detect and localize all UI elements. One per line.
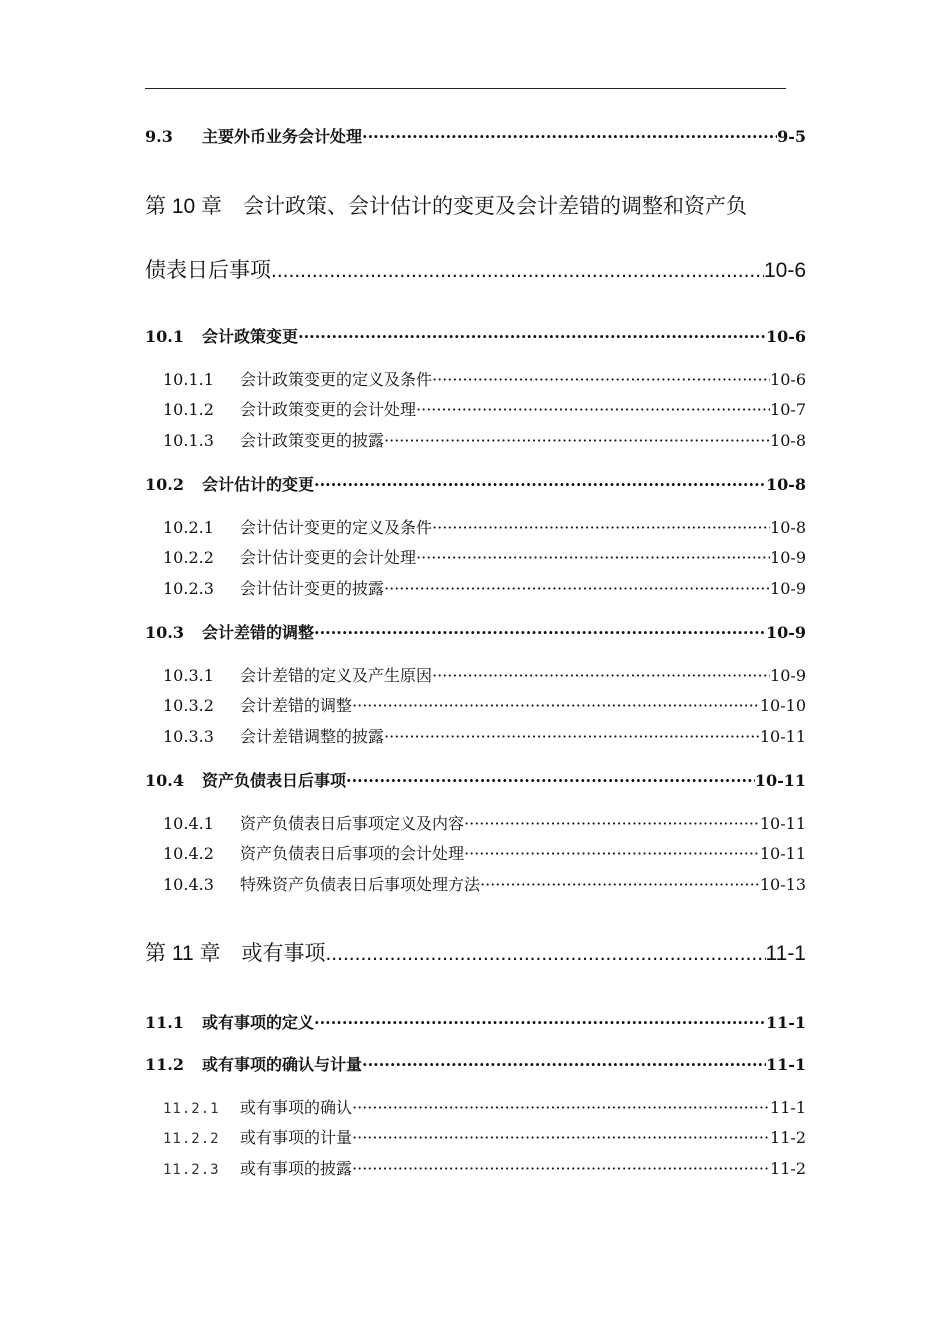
- toc-page: 10-8: [770, 518, 806, 537]
- toc-leader: [384, 579, 770, 598]
- toc-title: 或有事项的定义: [202, 1013, 315, 1032]
- toc-entry-10-3-2[interactable]: [163, 693, 806, 716]
- toc-number: 11.2: [145, 1055, 184, 1074]
- toc-page: 10-9: [770, 548, 806, 567]
- toc-leader: [432, 666, 770, 685]
- toc-title: 主要外币业务会计处理: [202, 127, 363, 146]
- toc-number: 10.3: [145, 623, 184, 642]
- toc-title: 或有事项的确认: [240, 1098, 353, 1117]
- toc-title: 或有事项的计量: [240, 1128, 353, 1147]
- toc-leader: [480, 875, 760, 894]
- toc-entry-10-3-3[interactable]: [163, 724, 806, 747]
- toc-title: 会计政策变更: [202, 327, 299, 346]
- toc-page: 10-7: [770, 400, 806, 419]
- toc-page: 10-9: [770, 666, 806, 685]
- toc-leader: [384, 727, 760, 746]
- toc-page: 11-2: [770, 1128, 806, 1147]
- toc-number: 11.2.3: [163, 1162, 220, 1178]
- toc-title: 会计估计的变更: [202, 475, 315, 494]
- toc-page: 10-6: [770, 370, 806, 389]
- toc-title: 资产负债表日后事项定义及内容: [240, 814, 465, 833]
- toc-leader: [432, 370, 770, 389]
- toc-number: 11.2.2: [163, 1131, 220, 1147]
- toc-entry-11-2-3[interactable]: [163, 1156, 806, 1179]
- toc-title: 会计估计变更的定义及条件: [240, 518, 433, 537]
- toc-entry-chapter-10[interactable]: [145, 254, 806, 284]
- toc-leader: [314, 623, 766, 642]
- toc-leader: [346, 771, 755, 790]
- toc-leader: [271, 259, 764, 283]
- toc-title: 或有事项的确认与计量: [202, 1055, 363, 1074]
- toc-page: 10-11: [754, 771, 806, 790]
- toc-entry-11-1[interactable]: [145, 1010, 806, 1033]
- toc-number: 10.2.1: [163, 518, 214, 537]
- toc-entry-10-3[interactable]: [145, 620, 806, 643]
- toc-title: 会计差错的调整: [240, 696, 353, 715]
- toc-title: 会计差错调整的披露: [240, 727, 385, 746]
- toc-number: 10.2.2: [163, 548, 214, 567]
- toc-page: 10-8: [770, 431, 806, 450]
- toc-page: 10-9: [770, 579, 806, 598]
- toc-title: 债表日后事项: [145, 259, 271, 282]
- toc-leader: [432, 518, 770, 537]
- toc-page: 10-11: [759, 844, 806, 863]
- toc-number: 10.3.3: [163, 727, 214, 746]
- toc-entry-10-2-3[interactable]: [163, 576, 806, 599]
- toc-number: 10.1.3: [163, 431, 214, 450]
- toc-number: 10.4.2: [163, 844, 214, 863]
- toc-leader: [325, 942, 765, 966]
- toc-page: 10-6: [763, 259, 806, 282]
- toc-title: 资产负债表日后事项的会计处理: [240, 844, 465, 863]
- toc-leader: [464, 814, 760, 833]
- toc-page: 11-1: [765, 1013, 806, 1032]
- toc-entry-10-4-3[interactable]: [163, 872, 806, 895]
- toc-number: 10.3.2: [163, 696, 214, 715]
- toc-page: 9-5: [777, 127, 806, 146]
- toc-page: 11-1: [765, 942, 806, 965]
- toc-number: 10.2.3: [163, 579, 214, 598]
- toc-entry-10-2-1[interactable]: [163, 515, 806, 538]
- toc-entry-10-4-1[interactable]: [163, 811, 806, 834]
- toc-number: 10.4: [145, 771, 184, 790]
- toc-number: 10.2: [145, 475, 184, 494]
- toc-leader: [384, 431, 770, 450]
- toc-number: 10.3.1: [163, 666, 214, 685]
- toc-title: 会计政策变更的披露: [240, 431, 385, 450]
- header-rule: [145, 88, 786, 89]
- toc-chapter-10-title[interactable]: 第 10 章 会计政策、会计估计的变更及会计差错的调整和资产负: [145, 195, 748, 218]
- toc-page: 10-13: [759, 875, 806, 894]
- toc-title: 会计政策变更的会计处理: [240, 400, 417, 419]
- toc-entry-11-2-1[interactable]: [163, 1095, 806, 1118]
- toc-title: 资产负债表日后事项: [202, 771, 347, 790]
- toc-number: 10.1: [145, 327, 184, 346]
- toc-page: 11-2: [770, 1159, 806, 1178]
- toc-page: 11-1: [765, 1055, 806, 1074]
- toc-leader: [416, 548, 770, 567]
- toc-title: 会计估计变更的会计处理: [240, 548, 417, 567]
- toc-entry-10-3-1[interactable]: [163, 663, 806, 686]
- toc-leader: [352, 1128, 770, 1147]
- toc-title: 或有事项的披露: [240, 1159, 353, 1178]
- toc-page: 10-9: [765, 623, 806, 642]
- toc-number: 10.1.1: [163, 370, 214, 389]
- toc-entry-11-2[interactable]: [145, 1052, 806, 1075]
- toc-title: 特殊资产负债表日后事项处理方法: [240, 875, 481, 894]
- toc-entry-10-1-3[interactable]: [163, 428, 806, 451]
- toc-leader: [352, 696, 760, 715]
- toc-entry-10-1[interactable]: [145, 324, 806, 347]
- toc-entry-10-2-2[interactable]: [163, 545, 806, 568]
- toc-leader: [416, 400, 770, 419]
- toc-entry-10-2[interactable]: [145, 472, 806, 495]
- toc-title: 会计差错的调整: [202, 623, 315, 642]
- toc-page: 10-6: [765, 327, 806, 346]
- toc-page: 10-11: [759, 727, 806, 746]
- toc-page: 10-10: [759, 696, 806, 715]
- toc-entry-11-2-2[interactable]: [163, 1125, 806, 1148]
- toc-number: 11.2.1: [163, 1101, 220, 1117]
- toc-number: 11.1: [145, 1013, 184, 1032]
- toc-entry-10-1-1[interactable]: [163, 367, 806, 390]
- toc-entry-10-4-2[interactable]: [163, 841, 806, 864]
- toc-entry-10-4[interactable]: [145, 768, 806, 791]
- toc-leader: [352, 1159, 770, 1178]
- toc-number: 9.3: [145, 127, 173, 146]
- toc-entry-10-1-2[interactable]: [163, 397, 806, 420]
- toc-leader: [314, 1013, 766, 1032]
- toc-entry-chapter-11[interactable]: [145, 937, 806, 967]
- toc-number: 10.4.3: [163, 875, 214, 894]
- toc-number: 10.4.1: [163, 814, 214, 833]
- toc-leader: [352, 1098, 770, 1117]
- toc-leader: [314, 475, 766, 494]
- toc-title: 会计差错的定义及产生原因: [240, 666, 433, 685]
- toc-title: 会计估计变更的披露: [240, 579, 385, 598]
- toc-leader: [362, 127, 777, 146]
- toc-leader: [464, 844, 760, 863]
- toc-entry-9-3[interactable]: [145, 124, 806, 147]
- toc-page: 10-8: [765, 475, 806, 494]
- toc-page: 11-1: [770, 1098, 806, 1117]
- toc-page: 10-11: [759, 814, 806, 833]
- toc-leader: [298, 327, 766, 346]
- toc-leader: [362, 1055, 766, 1074]
- toc-title: 会计政策变更的定义及条件: [240, 370, 433, 389]
- toc-number: 10.1.2: [163, 400, 214, 419]
- toc-title: 第 11 章 或有事项: [145, 942, 326, 965]
